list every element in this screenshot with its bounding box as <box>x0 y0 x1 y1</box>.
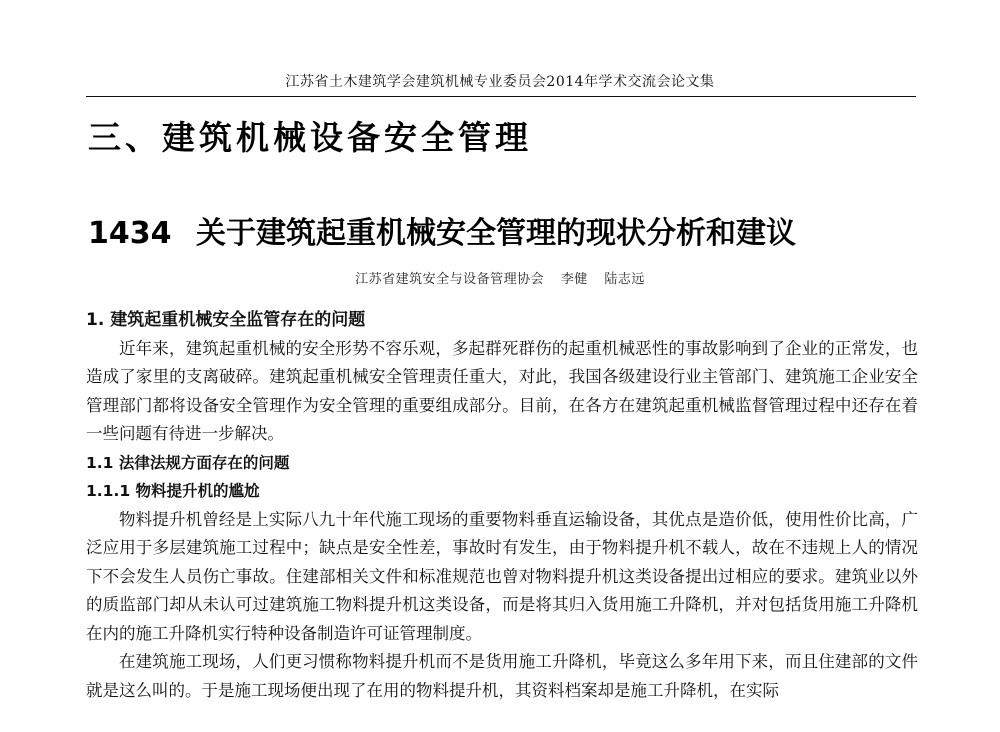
heading-level-2: 1.1 法律法规方面存在的问题 <box>86 453 290 472</box>
paragraph: 近年来，建筑起重机械的安全形势不容乐观，多起群死群伤的起重机械恶性的事故影响到了企业的正常发，也造成了家里的支离破碎。建筑起重机械安全管理责任重大，对此，我国各级建设行业主管部门、建筑施工企业安全管理部门都将设备安全管理作为安全管理的重要组成部分。目前，在各方在建筑起重机械监督管理过程中还存在着一些问题有待进一步解决。 <box>86 338 918 443</box>
author-organization: 江苏省建筑安全与设备管理协会 <box>355 272 545 287</box>
paragraph: 在建筑施工现场，人们更习惯称物料提升机而不是货用施工升降机，毕竟这么多年用下来，而且住建部的文件就是这么叫的。于是施工现场便出现了在用的物料提升机，其资料档案却是施工升降机，在实际 <box>86 652 918 700</box>
heading-level-1: 1. 建筑起重机械安全监管存在的问题 <box>86 310 366 330</box>
paper-title <box>88 214 918 254</box>
heading-level-3: 1.1.1 物料提升机的尴尬 <box>86 482 260 500</box>
author-name: 李健 <box>560 272 588 287</box>
author-line <box>0 271 1000 289</box>
running-header: 江苏省土木建筑学会建筑机械专业委员会2014年学术交流会论文集 <box>285 74 715 90</box>
paper-number: 1434 <box>88 216 172 251</box>
header-rule <box>86 96 916 97</box>
paper-title-text: 关于建筑起重机械安全管理的现状分析和建议 <box>196 216 796 251</box>
section-title: 三、建筑机械设备安全管理 <box>88 118 532 157</box>
body-text <box>86 306 918 705</box>
paragraph: 物料提升机曾经是上实际八九十年代施工现场的重要物料垂直运输设备，其优点是造价低，使用性价比高，广泛应用于多层建筑施工过程中；缺点是安全性差，事故时有发生，由于物料提升机不载人，故在不违规上人的情况下不会发生人员伤亡事故。住建部相关文件和标准规范也曾对物料提升机这类设备提出过相应的要求。建筑业以外的质监部门却从未认可过建筑施工物料提升机这类设备，而是将其归入货用施工升降机，并对包括货用施工升降机在内的施工升降机实行特种设备制造许可证管理制度。 <box>86 509 918 643</box>
author-name: 陆志远 <box>604 272 645 287</box>
